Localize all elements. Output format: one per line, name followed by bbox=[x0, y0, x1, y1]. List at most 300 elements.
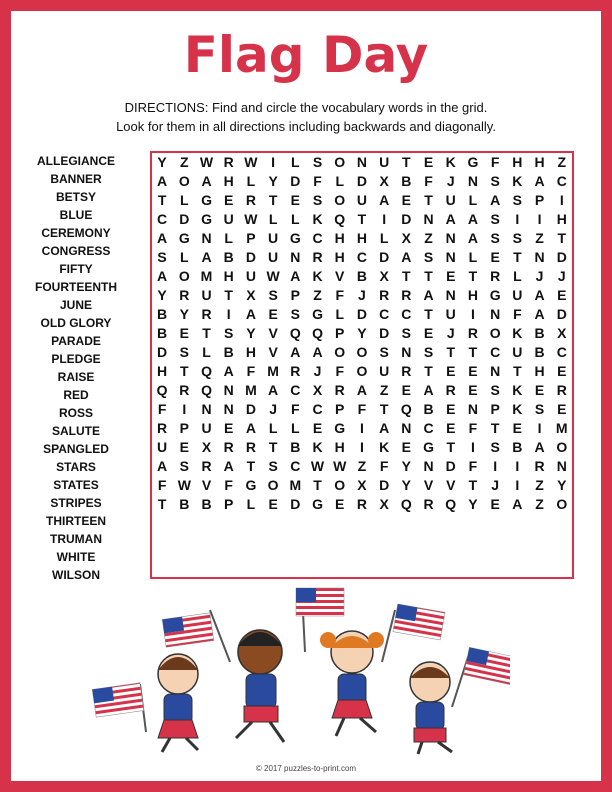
grid-letter: R bbox=[356, 496, 367, 512]
grid-letter: T bbox=[468, 477, 478, 493]
grid-letter: I bbox=[271, 154, 276, 170]
grid-letter: R bbox=[423, 496, 434, 512]
grid-letter: N bbox=[556, 458, 567, 474]
grid-letter: A bbox=[467, 211, 478, 227]
grid-letter: T bbox=[268, 439, 278, 455]
grid-letter: N bbox=[290, 249, 301, 265]
grid-letter: E bbox=[268, 306, 278, 322]
grid-letter: R bbox=[245, 192, 256, 208]
grid-letter: F bbox=[335, 287, 344, 303]
grid-letter: E bbox=[446, 401, 456, 417]
grid-letter: U bbox=[379, 363, 390, 379]
grid-letter: N bbox=[401, 420, 412, 436]
grid-letter: E bbox=[446, 268, 456, 284]
grid-letter: T bbox=[424, 192, 433, 208]
grid-letter: E bbox=[423, 154, 434, 170]
grid-row bbox=[151, 381, 573, 400]
grid-letter: J bbox=[269, 401, 278, 417]
flag-icon bbox=[92, 683, 146, 732]
grid-letter: F bbox=[335, 363, 344, 379]
word-list-item: RAISE bbox=[57, 370, 95, 384]
grid-letter: B bbox=[179, 496, 190, 512]
grid-letter: N bbox=[445, 249, 456, 265]
grid-letter: T bbox=[268, 192, 278, 208]
grid-letter: V bbox=[446, 477, 456, 493]
grid-letter: E bbox=[446, 420, 456, 436]
word-list-item: STRIPES bbox=[50, 496, 102, 510]
grid-letter: U bbox=[445, 306, 456, 322]
grid-letter: A bbox=[157, 230, 168, 246]
grid-letter: A bbox=[245, 306, 256, 322]
grid-letter: R bbox=[179, 382, 190, 398]
grid-letter: A bbox=[290, 344, 301, 360]
grid-letter: K bbox=[379, 439, 390, 455]
grid-row bbox=[151, 172, 573, 191]
grid-row bbox=[151, 476, 573, 495]
grid-letter: Q bbox=[312, 325, 323, 341]
grid-letter: A bbox=[445, 211, 456, 227]
grid-letter: H bbox=[467, 287, 478, 303]
grid-letter: B bbox=[223, 344, 234, 360]
grid-letter: V bbox=[201, 477, 212, 493]
grid-row bbox=[151, 362, 573, 381]
grid-letter: F bbox=[513, 306, 522, 322]
grid-letter: I bbox=[226, 306, 231, 322]
grid-letter: N bbox=[445, 230, 456, 246]
grid-letter: R bbox=[534, 458, 545, 474]
grid-row bbox=[151, 286, 573, 305]
grid-letter: M bbox=[245, 382, 257, 398]
grid-letter: P bbox=[335, 401, 345, 417]
grid-letter: L bbox=[335, 173, 344, 189]
grid-letter: A bbox=[223, 363, 234, 379]
grid-letter: B bbox=[512, 439, 523, 455]
grid-letter: T bbox=[402, 154, 411, 170]
grid-letter: C bbox=[379, 306, 390, 322]
grid-letter: X bbox=[246, 287, 256, 303]
grid-letter: A bbox=[223, 458, 234, 474]
grid-letter: S bbox=[512, 192, 523, 208]
grid-letter: E bbox=[490, 496, 500, 512]
grid-letter: U bbox=[356, 192, 367, 208]
grid-letter: T bbox=[157, 496, 167, 512]
grid-letter: S bbox=[312, 192, 323, 208]
word-list-item: CEREMONY bbox=[41, 226, 111, 240]
grid-letter: A bbox=[157, 173, 168, 189]
grid-letter: U bbox=[223, 211, 234, 227]
grid-letter: B bbox=[290, 439, 301, 455]
grid-letter: R bbox=[467, 325, 478, 341]
grid-letter: O bbox=[356, 344, 368, 360]
grid-letter: S bbox=[179, 458, 189, 474]
grid-letter: L bbox=[180, 192, 189, 208]
grid-letter: I bbox=[471, 439, 475, 455]
grid-letter: B bbox=[223, 249, 234, 265]
word-list-item: ROSS bbox=[58, 406, 93, 420]
grid-letter: S bbox=[423, 249, 434, 265]
word-list-item: SPANGLED bbox=[43, 442, 109, 456]
grid-letter: G bbox=[201, 192, 212, 208]
flag-icon bbox=[452, 647, 510, 707]
puzzle-grid bbox=[151, 153, 573, 514]
word-list-item: BETSY bbox=[55, 190, 96, 204]
grid-letter: D bbox=[290, 173, 301, 189]
grid-letter: Z bbox=[313, 287, 322, 303]
grid-letter: T bbox=[424, 363, 433, 379]
grid-letter: S bbox=[490, 173, 500, 189]
grid-letter: B bbox=[356, 268, 367, 284]
grid-letter: D bbox=[556, 249, 567, 265]
grid-letter: Z bbox=[535, 496, 544, 512]
grid-letter: K bbox=[512, 401, 523, 417]
grid-letter: D bbox=[356, 306, 367, 322]
grid-letter: O bbox=[334, 477, 346, 493]
kid-figure bbox=[158, 654, 198, 752]
grid-letter: D bbox=[379, 325, 390, 341]
grid-letter: D bbox=[245, 401, 256, 417]
grid-letter: O bbox=[489, 325, 501, 341]
grid-letter: G bbox=[289, 230, 301, 246]
word-list-item: PLEDGE bbox=[51, 352, 101, 366]
grid-letter: E bbox=[446, 363, 456, 379]
grid-letter: E bbox=[224, 420, 234, 436]
grid-row bbox=[151, 210, 573, 229]
grid-letter: S bbox=[490, 230, 500, 246]
grid-letter: F bbox=[468, 420, 478, 436]
grid-letter: F bbox=[357, 401, 367, 417]
grid-letter: A bbox=[268, 382, 279, 398]
grid-letter: D bbox=[245, 249, 256, 265]
word-list-item: THIRTEEN bbox=[46, 514, 106, 528]
word-list-item: RED bbox=[63, 388, 89, 402]
grid-row bbox=[151, 457, 573, 476]
grid-letter: O bbox=[334, 344, 346, 360]
grid-letter: E bbox=[179, 325, 189, 341]
grid-letter: B bbox=[401, 173, 412, 189]
grid-letter: T bbox=[557, 230, 567, 246]
grid-letter: E bbox=[468, 363, 478, 379]
copyright-credit: © 2017 puzzles-to-print.com bbox=[255, 764, 357, 773]
grid-letter: Z bbox=[180, 154, 189, 170]
grid-letter: C bbox=[312, 401, 323, 417]
grid-letter: K bbox=[312, 268, 323, 284]
grid-letter: T bbox=[157, 192, 167, 208]
grid-letter: E bbox=[290, 192, 300, 208]
grid-letter: Y bbox=[468, 496, 478, 512]
grid-letter: H bbox=[223, 173, 234, 189]
grid-letter: M bbox=[267, 363, 279, 379]
grid-letter: S bbox=[490, 439, 500, 455]
grid-letter: U bbox=[445, 192, 456, 208]
grid-letter: X bbox=[379, 173, 389, 189]
grid-letter: L bbox=[335, 306, 344, 322]
grid-letter: O bbox=[178, 268, 190, 284]
grid-letter: F bbox=[468, 458, 478, 474]
grid-letter: A bbox=[423, 382, 434, 398]
grid-letter: E bbox=[423, 325, 434, 341]
grid-letter: N bbox=[401, 344, 412, 360]
word-list-item: TRUMAN bbox=[50, 532, 102, 546]
grid-letter: H bbox=[556, 211, 567, 227]
grid-letter: T bbox=[468, 344, 478, 360]
grid-letter: A bbox=[201, 173, 212, 189]
grid-letter: X bbox=[312, 382, 323, 398]
grid-letter: A bbox=[201, 249, 212, 265]
grid-letter: D bbox=[556, 306, 567, 322]
grid-letter: F bbox=[157, 477, 167, 493]
grid-letter: M bbox=[289, 477, 302, 493]
grid-letter: L bbox=[291, 154, 300, 170]
grid-letter: A bbox=[379, 420, 390, 436]
grid-letter: P bbox=[290, 287, 300, 303]
grid-letter: H bbox=[534, 154, 545, 170]
grid-letter: R bbox=[245, 439, 256, 455]
grid-letter: E bbox=[224, 192, 234, 208]
flag-icon bbox=[382, 604, 445, 662]
grid-letter: K bbox=[312, 211, 323, 227]
grid-letter: W bbox=[266, 268, 280, 284]
grid-letter: R bbox=[201, 458, 212, 474]
grid-letter: F bbox=[224, 477, 233, 493]
directions-line-2: Look for them in all directions including backwards and diagonally. bbox=[116, 119, 496, 134]
grid-letter: R bbox=[223, 439, 234, 455]
grid-letter: E bbox=[557, 401, 567, 417]
grid-letter: L bbox=[246, 173, 256, 189]
grid-letter: N bbox=[445, 287, 456, 303]
grid-row bbox=[151, 324, 573, 343]
grid-row bbox=[151, 343, 573, 362]
grid-letter: X bbox=[379, 268, 389, 284]
kids-with-flags-illustration bbox=[90, 582, 510, 757]
grid-letter: Q bbox=[400, 401, 412, 417]
grid-letter: N bbox=[423, 211, 434, 227]
grid-letter: G bbox=[245, 477, 257, 493]
grid-letter: Z bbox=[424, 230, 433, 246]
grid-letter: Q bbox=[400, 496, 412, 512]
grid-letter: T bbox=[513, 363, 522, 379]
grid-letter: S bbox=[268, 287, 278, 303]
grid-letter: T bbox=[379, 401, 389, 417]
grid-letter: H bbox=[223, 268, 234, 284]
word-list-item: JUNE bbox=[59, 298, 92, 312]
grid-letter: T bbox=[357, 211, 367, 227]
kid-figure bbox=[236, 630, 284, 742]
grid-letter: N bbox=[201, 401, 212, 417]
word-list-item: FIFTY bbox=[59, 262, 93, 276]
word-list-item: ALLEGIANCE bbox=[37, 154, 115, 168]
grid-letter: L bbox=[468, 192, 478, 208]
grid-letter: S bbox=[224, 325, 234, 341]
grid-letter: C bbox=[312, 230, 323, 246]
grid-letter: L bbox=[513, 268, 522, 284]
grid-letter: W bbox=[244, 211, 258, 227]
grid-letter: S bbox=[534, 401, 545, 417]
grid-letter: U bbox=[157, 439, 168, 455]
grid-letter: D bbox=[157, 344, 168, 360]
grid-letter: A bbox=[534, 306, 545, 322]
word-list-item: PARADE bbox=[51, 334, 101, 348]
word-list-item: SALUTE bbox=[52, 424, 100, 438]
grid-letter: D bbox=[379, 249, 390, 265]
grid-letter: T bbox=[446, 439, 456, 455]
grid-letter: O bbox=[334, 154, 346, 170]
grid-letter: Y bbox=[157, 154, 167, 170]
grid-letter: T bbox=[313, 477, 322, 493]
grid-letter: N bbox=[356, 154, 367, 170]
grid-letter: N bbox=[490, 306, 501, 322]
grid-letter: A bbox=[157, 458, 168, 474]
grid-letter: A bbox=[512, 496, 523, 512]
grid-letter: I bbox=[515, 458, 520, 474]
grid-letter: I bbox=[471, 306, 475, 322]
grid-letter: Z bbox=[557, 154, 567, 170]
word-list-item: FOURTEENTH bbox=[35, 280, 117, 294]
grid-letter: Q bbox=[156, 382, 168, 398]
grid-letter: C bbox=[401, 306, 412, 322]
grid-letter: U bbox=[379, 154, 390, 170]
grid-letter: Z bbox=[357, 458, 367, 474]
grid-letter: J bbox=[446, 325, 455, 341]
grid-letter: C bbox=[290, 458, 301, 474]
grid-letter: G bbox=[334, 420, 346, 436]
grid-letter: J bbox=[358, 287, 366, 303]
grid-letter: O bbox=[556, 496, 568, 512]
grid-letter: T bbox=[402, 268, 411, 284]
kid-figure bbox=[320, 631, 384, 736]
grid-letter: B bbox=[534, 344, 545, 360]
grid-letter: D bbox=[179, 211, 190, 227]
grid-letter: R bbox=[334, 382, 345, 398]
grid-letter: A bbox=[157, 268, 168, 284]
grid-letter: R bbox=[401, 287, 412, 303]
grid-letter: Y bbox=[357, 325, 367, 341]
grid-row bbox=[151, 495, 573, 514]
grid-letter: E bbox=[335, 496, 345, 512]
grid-letter: G bbox=[312, 496, 323, 512]
grid-letter: C bbox=[157, 211, 168, 227]
grid-letter: Q bbox=[289, 325, 301, 341]
grid-row bbox=[151, 400, 573, 419]
grid-letter: M bbox=[200, 268, 213, 284]
grid-letter: G bbox=[467, 154, 479, 170]
grid-letter: I bbox=[382, 211, 387, 227]
grid-letter: D bbox=[379, 477, 390, 493]
grid-letter: V bbox=[268, 325, 278, 341]
grid-letter: Z bbox=[535, 230, 544, 246]
grid-letter: O bbox=[267, 477, 279, 493]
grid-letter: C bbox=[290, 382, 301, 398]
grid-letter: Y bbox=[157, 287, 167, 303]
grid-letter: F bbox=[490, 154, 500, 170]
grid-letter: P bbox=[179, 420, 189, 436]
grid-letter: E bbox=[268, 496, 278, 512]
grid-letter: Y bbox=[401, 458, 411, 474]
grid-letter: H bbox=[334, 230, 345, 246]
grid-letter: P bbox=[490, 401, 500, 417]
word-list-item: WHITE bbox=[56, 550, 96, 564]
grid-letter: P bbox=[534, 192, 545, 208]
grid-letter: H bbox=[334, 249, 345, 265]
grid-letter: C bbox=[556, 173, 567, 189]
grid-letter: U bbox=[268, 230, 279, 246]
grid-letter: C bbox=[556, 344, 567, 360]
grid-letter: J bbox=[446, 173, 455, 189]
grid-letter: E bbox=[401, 382, 411, 398]
word-list-item: STATES bbox=[53, 478, 99, 492]
word-list-item: STARS bbox=[56, 460, 96, 474]
grid-letter: C bbox=[490, 344, 501, 360]
grid-letter: N bbox=[423, 458, 434, 474]
grid-letter: S bbox=[490, 382, 500, 398]
grid-letter: Z bbox=[379, 382, 389, 398]
grid-row bbox=[151, 305, 573, 324]
grid-letter: P bbox=[246, 230, 256, 246]
grid-letter: H bbox=[356, 230, 367, 246]
grid-row bbox=[151, 438, 573, 457]
grid-row bbox=[151, 153, 573, 172]
grid-letter: A bbox=[312, 344, 323, 360]
grid-letter: A bbox=[534, 173, 545, 189]
grid-letter: F bbox=[424, 173, 433, 189]
grid-letter: A bbox=[423, 287, 434, 303]
grid-letter: L bbox=[379, 230, 389, 246]
grid-letter: G bbox=[178, 230, 190, 246]
grid-letter: B bbox=[201, 496, 212, 512]
grid-letter: L bbox=[291, 420, 300, 436]
grid-letter: I bbox=[559, 192, 564, 208]
grid-letter: J bbox=[491, 477, 500, 493]
grid-letter: Y bbox=[401, 477, 411, 493]
grid-letter: T bbox=[246, 458, 256, 474]
grid-letter: N bbox=[223, 401, 234, 417]
grid-letter: T bbox=[490, 420, 500, 436]
grid-letter: D bbox=[401, 211, 412, 227]
grid-letter: S bbox=[268, 458, 278, 474]
kid-figure bbox=[410, 662, 452, 754]
grid-letter: Q bbox=[445, 496, 457, 512]
word-list-item: BANNER bbox=[50, 172, 102, 186]
grid-row bbox=[151, 229, 573, 248]
grid-letter: U bbox=[512, 287, 523, 303]
grid-letter: R bbox=[157, 420, 168, 436]
grid-letter: S bbox=[490, 211, 500, 227]
grid-row bbox=[151, 419, 573, 438]
grid-letter: A bbox=[467, 230, 478, 246]
grid-letter: R bbox=[223, 154, 234, 170]
grid-letter: Q bbox=[201, 382, 212, 398]
grid-letter: A bbox=[401, 249, 412, 265]
grid-letter: L bbox=[268, 420, 278, 436]
grid-letter: R bbox=[379, 287, 390, 303]
grid-letter: D bbox=[445, 458, 456, 474]
grid-letter: A bbox=[534, 287, 545, 303]
grid-letter: A bbox=[534, 439, 545, 455]
grid-letter: T bbox=[424, 306, 433, 322]
grid-letter: D bbox=[356, 173, 367, 189]
grid-letter: H bbox=[334, 439, 345, 455]
grid-letter: W bbox=[244, 154, 258, 170]
grid-letter: J bbox=[557, 268, 566, 284]
grid-letter: H bbox=[512, 154, 523, 170]
grid-letter: S bbox=[512, 230, 523, 246]
grid-letter: Y bbox=[557, 477, 567, 493]
grid-letter: R bbox=[490, 268, 501, 284]
grid-letter: V bbox=[423, 477, 434, 493]
word-list bbox=[20, 152, 132, 584]
grid-letter: J bbox=[535, 268, 544, 284]
grid-letter: A bbox=[356, 382, 367, 398]
grid-letter: I bbox=[515, 211, 520, 227]
